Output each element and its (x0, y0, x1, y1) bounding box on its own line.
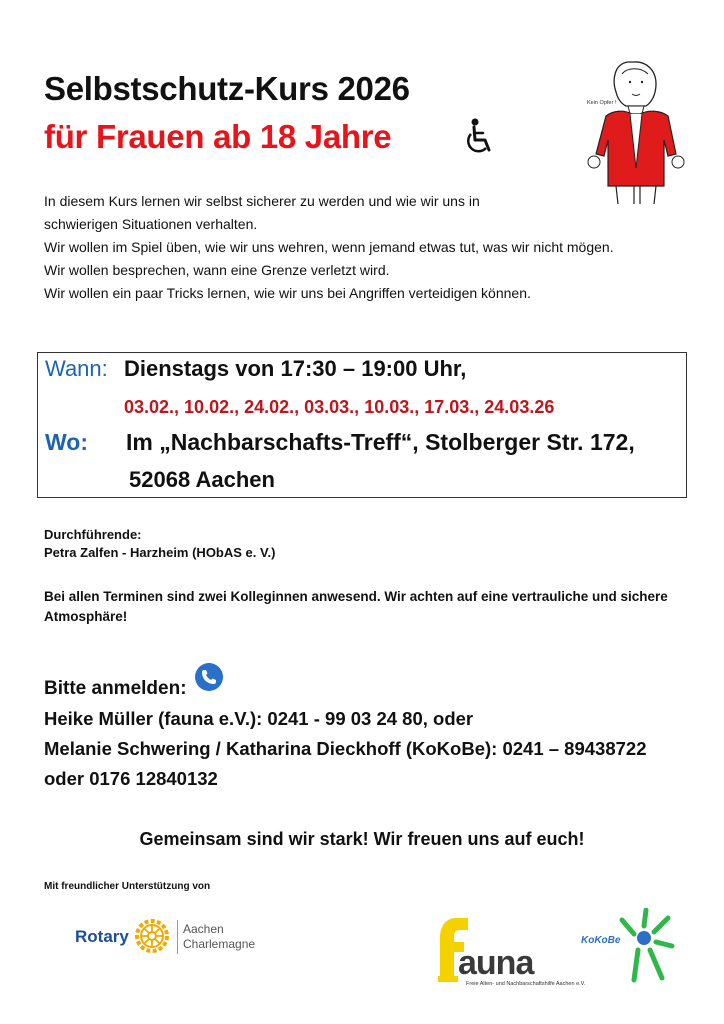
illustration-caption: Kein Opfer ! (587, 100, 617, 106)
page-subtitle: für Frauen ab 18 Jahre (44, 118, 392, 155)
when-text: Dienstags von 17:30 – 19:00 Uhr, (124, 356, 467, 381)
kokobe-logo-text: KoKoBe (581, 935, 621, 946)
slogan: Gemeinsam sind wir stark! Wir freuen uns auf euch! (139, 829, 585, 849)
woman-illustration (576, 58, 696, 206)
intro-text (44, 190, 654, 305)
contact-kokobe: Melanie Schwering / Katharina Dieckhoff (KoKoBe): 0241 – 89438722 (44, 738, 647, 759)
rotary-club-name (183, 922, 255, 952)
rotary-divider (177, 920, 178, 954)
support-label: Mit freundlicher Unterstützung von (44, 881, 211, 892)
when-label: Wann: (45, 356, 108, 381)
course-dates: 03.02., 10.02., 24.02., 03.03., 10.03., 17.03., 24.03.26 (124, 397, 555, 417)
where-address-line1: Im „Nachbarschafts-Treff“, Stolberger Str. 172, (126, 429, 635, 455)
rotary-club-line1: Aachen (183, 922, 224, 936)
intro-line: schwierigen Situationen verhalten. (44, 216, 258, 232)
rotary-logo-text: Rotary (75, 927, 129, 946)
where-address-line2: 52068 Aachen (129, 467, 275, 492)
organizer-name: Petra Zalfen - Harzheim (HObAS e. V.) (44, 545, 276, 560)
intro-line: Wir wollen besprechen, wann eine Grenze verletzt wird. (44, 262, 390, 278)
intro-line: Wir wollen im Spiel üben, wie wir uns wehren, wenn jemand etwas tut, was wir nicht mögen. (44, 239, 614, 255)
registration-label: Bitte anmelden: (44, 678, 187, 699)
intro-line: In diesem Kurs lernen wir selbst sicherer zu werden und wie wir uns in (44, 193, 480, 209)
fauna-logo-subtitle: Freie Alten- und Nachbarschaftshilfe Aachen e.V. (466, 981, 586, 987)
kokobe-logo-mark (614, 908, 676, 984)
wheelchair-icon (462, 118, 496, 156)
phone-icon (194, 662, 224, 692)
page-title: Selbstschutz-Kurs 2026 (44, 70, 410, 107)
rotary-club-line2: Charlemagne (183, 937, 256, 951)
where-label: Wo: (45, 429, 89, 455)
intro-line: Wir wollen ein paar Tricks lernen, wie wir uns bei Angriffen verteidigen können. (44, 285, 531, 301)
rotary-wheel-icon (134, 918, 170, 954)
fauna-logo-text: auna (458, 944, 534, 982)
contact-fauna: Heike Müller (fauna e.V.): 0241 - 99 03 24 80, oder (44, 708, 474, 729)
organizer-label: Durchführende: (44, 527, 142, 542)
atmosphere-note: Bei allen Terminen sind zwei Kolleginnen anwesend. Wir achten auf eine vertrauliche und sichere Atmosphäre! (44, 589, 668, 624)
contact-mobile: oder 0176 12840132 (44, 768, 218, 789)
